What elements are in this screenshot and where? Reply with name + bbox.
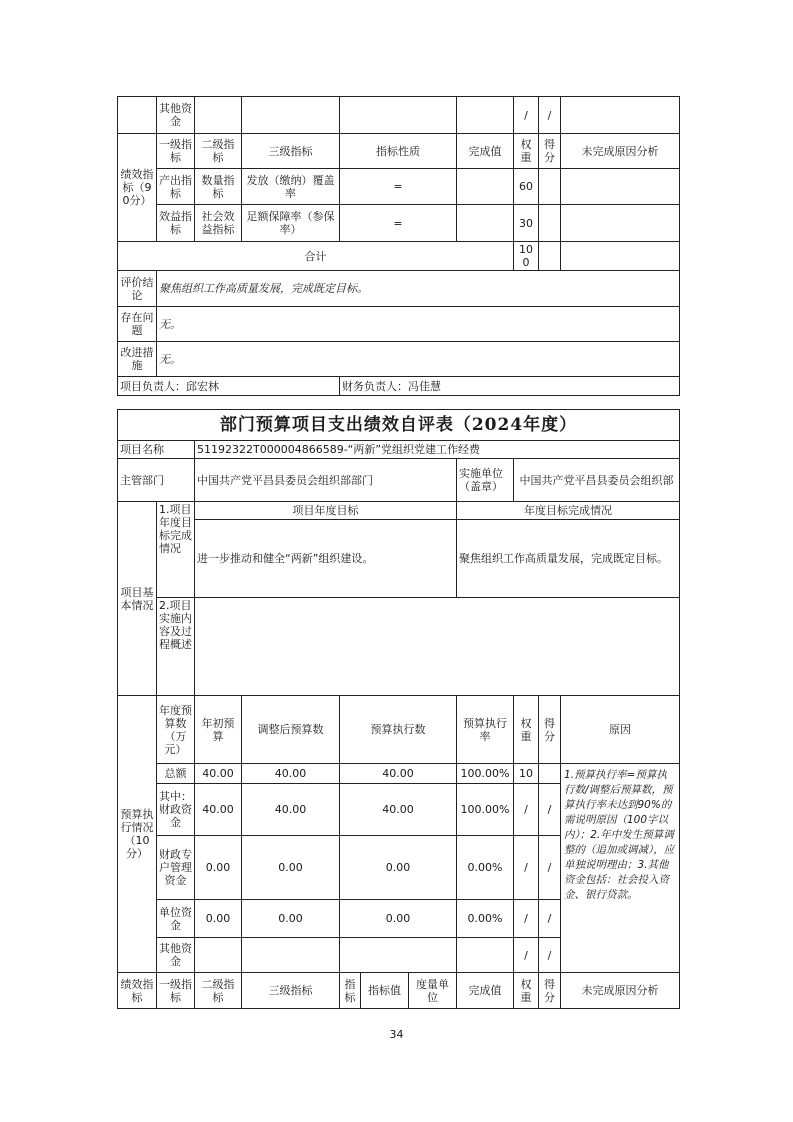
col-header: 二级指标 (195, 134, 242, 169)
executed-cell: 40.00 (340, 784, 457, 836)
impl-unit-label: 实施单位（盖章） (457, 459, 514, 502)
project-name-row (118, 441, 680, 459)
perf-header-row (118, 973, 680, 1009)
initial-cell (195, 938, 242, 973)
weight-cell: / (514, 836, 539, 900)
row-label: 其中：财政资金 (157, 784, 195, 836)
nature-cell: = (340, 169, 457, 205)
weight-cell: / (514, 784, 539, 836)
eval-text: 聚焦组织工作高质量发展，完成既定目标。 (157, 271, 680, 307)
budget-header-row (118, 696, 680, 764)
col-header: 预算执行数 (340, 696, 457, 764)
executed-cell: 0.00 (340, 900, 457, 938)
col-header: 权重 (514, 696, 539, 764)
col-header: 未完成原因分析 (561, 973, 680, 1009)
title-row (118, 410, 680, 441)
level1-cell: 产出指标 (157, 169, 195, 205)
col-header: 完成值 (457, 973, 514, 1009)
row-label: 其他资金 (157, 938, 195, 973)
other-funds-row (118, 97, 680, 134)
row-label: 财政专户管理资金 (157, 836, 195, 900)
col-header: 预算执行率 (457, 696, 514, 764)
goal-row (118, 520, 680, 598)
weight-cell: 30 (514, 205, 539, 242)
total-row (118, 242, 680, 271)
perf-section-label: 绩效指标（90分） (118, 134, 157, 242)
goal-label: 1.项目年度目标完成情况 (157, 502, 195, 598)
adjusted-cell: 40.00 (242, 764, 340, 784)
score-cell: / (539, 784, 561, 836)
level3-cell: 足额保障率（参保率） (242, 205, 340, 242)
improve-row (118, 342, 680, 377)
goal-header: 项目年度目标 (195, 502, 457, 520)
table-row (118, 764, 680, 784)
table-row (118, 169, 680, 205)
table-row (118, 205, 680, 242)
initial-cell: 40.00 (195, 764, 242, 784)
content-row (118, 598, 680, 696)
initial-cell: 0.00 (195, 836, 242, 900)
weight-cell: / (514, 900, 539, 938)
perf-header-row (118, 134, 680, 169)
dept-value: 中国共产党平昌县委员会组织部部门 (195, 459, 457, 502)
page-number: 34 (389, 1028, 404, 1041)
total-weight: 100 (514, 242, 539, 271)
col-header: 未完成原因分析 (561, 134, 680, 169)
content-label: 2.项目实施内容及过程概述 (157, 598, 195, 696)
impl-unit-value: 中国共产党平昌县委员会组织部 (514, 459, 680, 502)
col-header: 原因 (561, 696, 680, 764)
col-header: 三级指标 (242, 134, 340, 169)
project-name: 51192322T000004866589-“两新”党组织党建工作经费 (195, 441, 680, 459)
rate-cell (457, 938, 514, 973)
executed-cell (340, 938, 457, 973)
executed-cell: 40.00 (340, 764, 457, 784)
col-header: 三级指标 (242, 973, 340, 1009)
col-header: 一级指标 (157, 973, 195, 1009)
signature-row (118, 377, 680, 396)
score-cell: / (539, 836, 561, 900)
adjusted-cell (242, 938, 340, 973)
improve-text: 无。 (157, 342, 680, 377)
goal-text: 进一步推动和健全“两新”组织建设。 (195, 520, 457, 598)
total-label: 合计 (118, 242, 514, 271)
dept-label: 主管部门 (118, 459, 195, 502)
rate-cell: 0.00% (457, 900, 514, 938)
weight-cell: 60 (514, 169, 539, 205)
level1-cell: 效益指标 (157, 205, 195, 242)
self-eval-form (117, 409, 680, 1009)
form-title: 部门预算项目支出绩效自评表（2024年度） (118, 410, 680, 441)
score-cell: / (539, 97, 561, 134)
rate-cell: 100.00% (457, 764, 514, 784)
initial-cell: 40.00 (195, 784, 242, 836)
rate-cell: 100.00% (457, 784, 514, 836)
weight-cell: / (514, 97, 539, 134)
budget-label: 预算执行情况（10分） (118, 696, 157, 973)
rate-cell: 0.00% (457, 836, 514, 900)
done-text: 聚焦组织工作高质量发展，完成既定目标。 (457, 520, 680, 598)
adjusted-cell: 0.00 (242, 900, 340, 938)
content-text (195, 598, 680, 696)
col-header: 得分 (539, 696, 561, 764)
score-cell (539, 764, 561, 784)
project-name-label: 项目名称 (118, 441, 195, 459)
weight-cell: 10 (514, 764, 539, 784)
basic-info-label: 项目基本情况 (118, 502, 157, 696)
row-label: 总额 (157, 764, 195, 784)
adjusted-cell: 40.00 (242, 784, 340, 836)
issues-row (118, 307, 680, 342)
level2-cell: 数量指标 (195, 169, 242, 205)
eval-label: 评价结论 (118, 271, 157, 307)
col-header: 权重 (514, 973, 539, 1009)
level2-cell: 社会效益指标 (195, 205, 242, 242)
budget-note: 1.预算执行率=预算执行数/调整后预算数，预算执行率未达到90%的需说明原因（100字以内）；2.年中发生预算调整的（追加或调减），应单独说明理由；3.其他资金包括：社会投入资金、银行贷款。 (561, 764, 680, 973)
col-header: 得分 (539, 134, 561, 169)
done-header: 年度目标完成情况 (457, 502, 680, 520)
weight-cell: / (514, 938, 539, 973)
score-cell: / (539, 938, 561, 973)
col-header: 得分 (539, 973, 561, 1009)
other-funds-label: 其他资金 (157, 97, 195, 134)
col-header: 年初预算 (195, 696, 242, 764)
executed-cell: 0.00 (340, 836, 457, 900)
eval-row (118, 271, 680, 307)
improve-label: 改进措施 (118, 342, 157, 377)
col-header: 调整后预算数 (242, 696, 340, 764)
col-header: 年度预算数（万元） (157, 696, 195, 764)
adjusted-cell: 0.00 (242, 836, 340, 900)
col-header: 指标值 (361, 973, 409, 1009)
initial-cell: 0.00 (195, 900, 242, 938)
col-header: 指标性质 (340, 134, 457, 169)
score-cell: / (539, 900, 561, 938)
dept-row (118, 459, 680, 502)
project-lead: 项目负责人：邱宏林 (118, 377, 340, 396)
level3-cell: 发放（缴纳）覆盖率 (242, 169, 340, 205)
issues-text: 无。 (157, 307, 680, 342)
col-header: 度量单位 (409, 973, 457, 1009)
col-header: 权重 (514, 134, 539, 169)
perf-section-label: 绩效指标 (118, 973, 157, 1009)
col-header: 完成值 (457, 134, 514, 169)
prev-performance-table (117, 96, 680, 396)
issues-label: 存在问题 (118, 307, 157, 342)
finance-lead: 财务负责人：冯佳慧 (340, 377, 680, 396)
col-header: 指标 (340, 973, 361, 1009)
col-header: 一级指标 (157, 134, 195, 169)
row-label: 单位资金 (157, 900, 195, 938)
col-header: 二级指标 (195, 973, 242, 1009)
nature-cell: = (340, 205, 457, 242)
goal-header-row (118, 502, 680, 520)
